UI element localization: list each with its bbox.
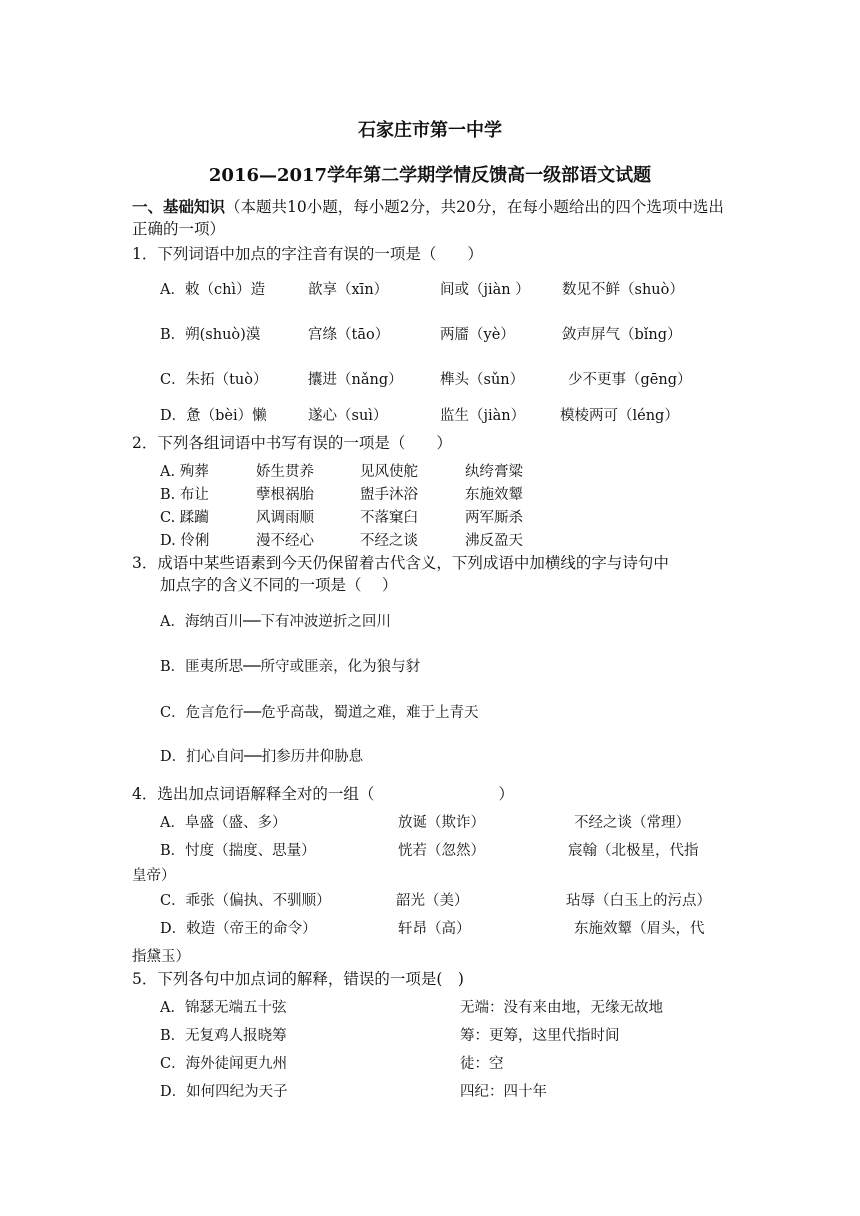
- q2-opt: D. 伶俐: [160, 533, 210, 549]
- q4-opt: D．敕造（帝王的命令）: [160, 921, 317, 937]
- q4-opt: B．忖度（揣度、思量）: [160, 843, 316, 859]
- q1-opt: 少不更事（gēng）: [568, 372, 692, 388]
- q4-opt: 恍若（忽然）: [398, 843, 485, 859]
- q1-opt: D．惫（bèi）懒: [160, 408, 267, 424]
- section-heading: [132, 196, 737, 240]
- q2-opt: 不落窠臼: [360, 510, 418, 526]
- q3-stem-line2: 加点字的含义不同的一项是（ ）: [160, 576, 398, 594]
- q3-stem-line1: 3．成语中某些语素到今天仍保留着古代含义，下列成语中加横线的字与诗句中: [132, 554, 669, 572]
- q4-opt: 放诞（欺诈）: [398, 815, 485, 831]
- q2-opt: 孽根祸胎: [256, 487, 314, 503]
- school-title: 石家庄市第一中学: [358, 120, 502, 141]
- q5-def: 无端：没有来由地，无缘无故地: [460, 1000, 663, 1016]
- section-desc: （本题共10小题，每小题2分，共20分，在每小题给出的四个选项中选出正确的一项）: [132, 198, 724, 238]
- q1-opt: 攮进（nǎng）: [308, 372, 403, 388]
- q5-stem: 5．下列各句中加点词的解释，错误的一项是( ): [132, 970, 464, 988]
- q3-option-a: A．海纳百川──下有冲波逆折之回川: [160, 614, 391, 630]
- q1-opt: 宫绦（tāo）: [308, 327, 390, 343]
- q2-stem: 2．下列各组词语中书写有误的一项是（ ）: [132, 434, 452, 452]
- exam-title: 2016—2017学年第二学期学情反馈高一级部语文试题: [208, 165, 652, 186]
- q2-opt: B. 布让: [160, 487, 209, 503]
- q4-opt: 玷辱（白玉上的污点）: [566, 893, 711, 909]
- q5-opt: D．如何四纪为天子: [160, 1084, 288, 1100]
- q5-def: 四纪：四十年: [460, 1084, 547, 1100]
- q4-opt-wrap: 指黛玉）: [132, 949, 190, 965]
- q4-opt-wrap: 皇帝）: [132, 868, 176, 884]
- q1-opt: 模棱两可（léng）: [560, 408, 679, 424]
- q5-opt: A．锦瑟无端五十弦: [160, 1000, 287, 1016]
- q2-opt: A. 殉葬: [160, 464, 209, 480]
- q4-opt: 韶光（美）: [396, 893, 469, 909]
- q1-opt: B．朔(shuò)漠: [160, 327, 261, 343]
- q2-opt: 两军厮杀: [465, 510, 523, 526]
- q2-opt: 沸反盈天: [465, 533, 523, 549]
- q1-opt: 遂心（suì）: [308, 408, 388, 424]
- q5-opt: C．海外徒闻更九州: [160, 1056, 288, 1072]
- q1-opt: 监生（jiàn）: [440, 408, 526, 424]
- q2-opt: 风调雨顺: [256, 510, 314, 526]
- q4-opt: 东施效颦（眉头，代: [574, 921, 705, 937]
- q1-stem: 1．下列词语中加点的字注音有误的一项是（ ）: [132, 245, 483, 263]
- q4-opt: A．阜盛（盛、多）: [160, 815, 287, 831]
- q1-opt: C．朱拓（tuò）: [160, 372, 268, 388]
- q1-opt: 歆享（xīn）: [308, 282, 389, 298]
- q2-opt: 不经之谈: [360, 533, 418, 549]
- q2-opt: C. 蹂躏: [160, 510, 209, 526]
- q1-opt: 敛声屏气（bǐng）: [562, 327, 682, 343]
- q2-opt: 纨绔膏粱: [465, 464, 523, 480]
- q1-opt: 间或（jiàn ）: [440, 282, 530, 298]
- section-label: 一、基础知识: [132, 197, 226, 216]
- q2-opt: 漫不经心: [256, 533, 314, 549]
- q2-opt: 娇生贯养: [256, 464, 314, 480]
- q1-opt: 榫头（sǔn）: [440, 372, 525, 388]
- q4-opt: 轩昂（高）: [398, 921, 471, 937]
- q4-stem: 4．选出加点词语解释全对的一组（ ）: [132, 785, 514, 803]
- q1-opt: A．敕（chì）造: [160, 282, 266, 298]
- q1-opt: 两靥（yè）: [440, 327, 515, 343]
- q2-opt: 盥手沐浴: [360, 487, 418, 503]
- q2-opt: 见风使舵: [360, 464, 418, 480]
- q5-opt: B．无复鸡人报晓筹: [160, 1028, 287, 1044]
- q4-opt: C．乖张（偏执、不驯顺）: [160, 893, 331, 909]
- q4-opt: 宸翰（北极星，代指: [568, 843, 699, 859]
- q1-opt: 数见不鲜（shuò）: [562, 282, 684, 298]
- q3-option-d: D．扪心自问──扪参历井仰胁息: [160, 749, 364, 765]
- q2-opt: 东施效颦: [465, 487, 523, 503]
- q5-def: 筹：更筹，这里代指时间: [460, 1028, 620, 1044]
- q3-option-c: C．危言危行──危乎高哉，蜀道之难，难于上青天: [160, 705, 479, 721]
- q3-option-b: B．匪夷所思──所守或匪亲，化为狼与豺: [160, 659, 421, 675]
- q4-opt: 不经之谈（常理）: [574, 815, 690, 831]
- q5-def: 徒：空: [460, 1056, 504, 1072]
